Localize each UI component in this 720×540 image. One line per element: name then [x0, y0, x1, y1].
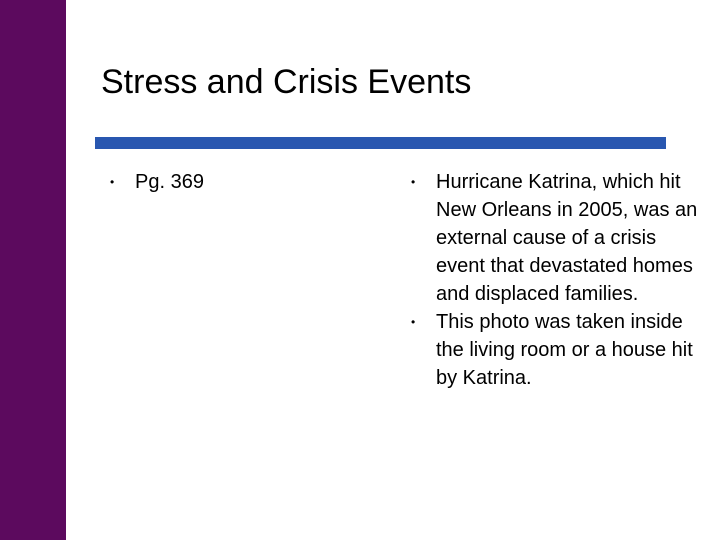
right-bullet-list: [411, 168, 701, 392]
title-rule: [95, 137, 666, 149]
list-item: [110, 168, 370, 196]
list-item: [411, 308, 701, 392]
bullet-icon: •: [411, 315, 416, 329]
list-item: [411, 168, 701, 308]
bullet-icon: •: [411, 175, 416, 189]
left-accent-bar: [0, 0, 66, 540]
bullet-icon: •: [110, 175, 115, 189]
bullet-text: Hurricane Katrina, which hit New Orleans in 2005, was an external cause of a crisis event that devastated homes and displaced families.: [436, 171, 698, 305]
left-bullet-list: [110, 168, 370, 196]
slide-title: Stress and Crisis Events: [101, 63, 472, 101]
bullet-text: Pg. 369: [135, 171, 204, 193]
bullet-text: This photo was taken inside the living room or a house hit by Katrina.: [436, 311, 693, 389]
